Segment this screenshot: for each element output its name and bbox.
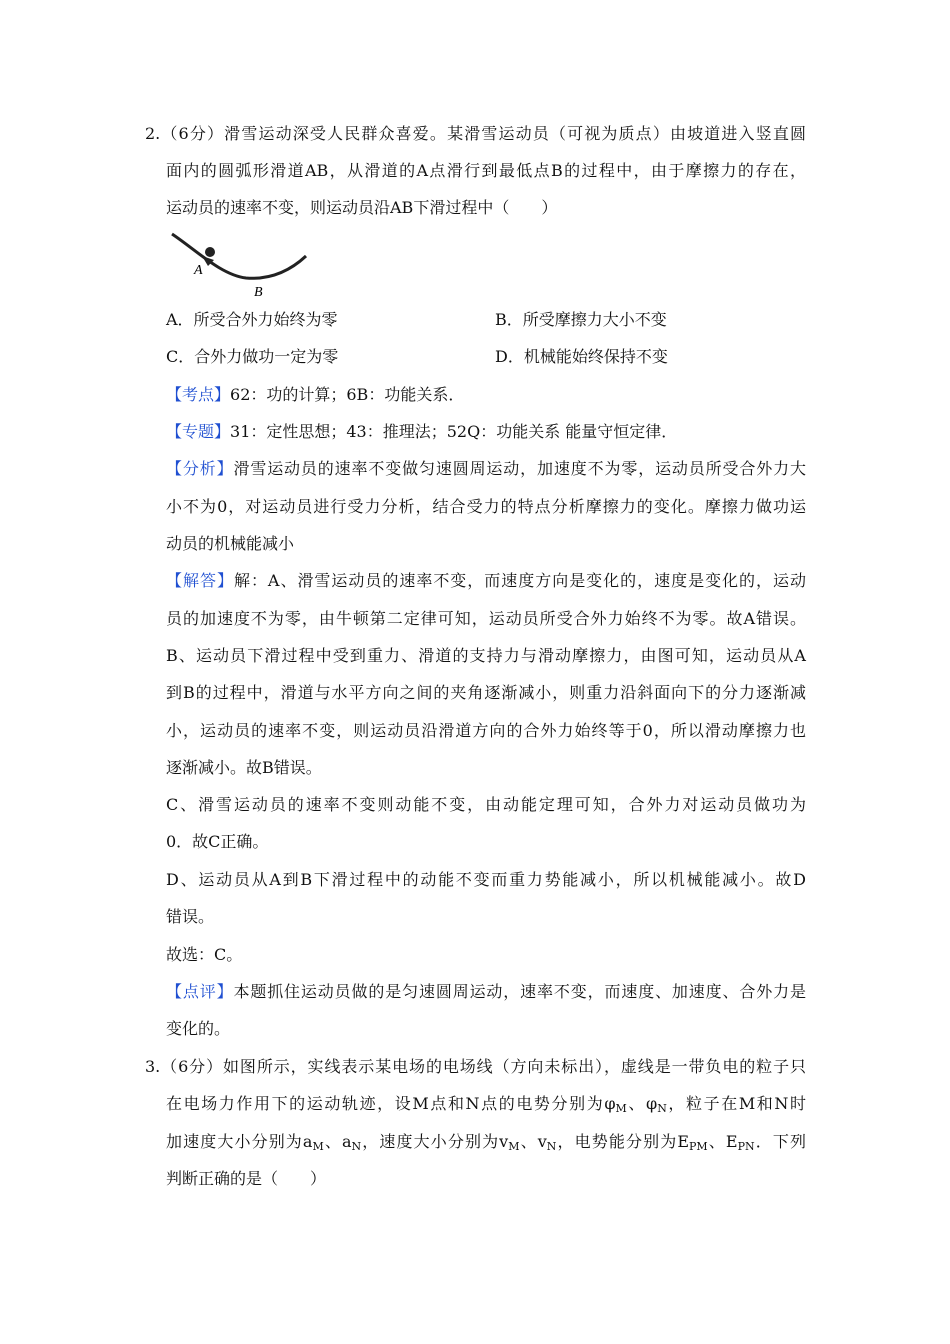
option-d: D．机械能始终保持不变 — [495, 347, 668, 366]
text-span: 解：A、滑雪运动员的速率不变，而速度方向是变化的，速度是变化的，运动 — [233, 571, 806, 590]
text-span: 、E — [707, 1132, 738, 1151]
text-span: 3.（6分）如图所示，实线表示某电场的电场线（方向未标出），虚线是一带负电的粒子只 — [145, 1057, 806, 1076]
text-span: 到B的过程中，滑道与水平方向之间的夹角逐渐减小，则重力沿斜面向下的分力逐渐减 — [166, 683, 806, 702]
option-b: B．所受摩擦力大小不变 — [495, 310, 667, 329]
section-tag: 【点评】 — [166, 982, 234, 1001]
text-span: ，速度大小分别为v — [361, 1132, 509, 1151]
subscript: N — [657, 1102, 667, 1115]
text-span: 故选：C。 — [166, 945, 243, 964]
text-line — [166, 980, 806, 1004]
text-span: 变化的。 — [166, 1019, 231, 1038]
text-span: 动员的机械能减小 — [166, 534, 295, 553]
section-tag: 【解答】 — [166, 571, 234, 590]
text-line — [166, 681, 806, 705]
option-a: A．所受合外力始终为零 — [166, 310, 338, 329]
text-span: 滑雪运动员的速率不变做匀速圆周运动，加速度不为零，运动员所受合外力大 — [233, 459, 806, 478]
text-line — [145, 1055, 806, 1079]
subscript: PN — [737, 1140, 755, 1153]
text-line — [166, 159, 806, 183]
text-span: 0．故C正确。 — [166, 832, 269, 851]
label-a: A — [194, 263, 203, 278]
text-span: ，粒子在M和N时 — [666, 1094, 806, 1113]
text-span: 本题抓住运动员做的是匀速圆周运动，速率不变，而速度、加速度、合外力是 — [233, 982, 806, 1001]
text-span: 小，运动员的速率不变，则运动员沿滑道方向的合外力始终等于0，所以滑动摩擦力也 — [166, 721, 806, 740]
text-line — [166, 532, 806, 556]
text-line — [166, 383, 806, 407]
text-line — [166, 1130, 806, 1154]
ski-slope-figure — [166, 230, 316, 302]
text-line — [166, 1167, 806, 1191]
text-span: 判断正确的是（ ） — [166, 1169, 327, 1188]
subscript: PM — [689, 1140, 708, 1153]
text-span: 在电场力作用下的运动轨迹，设M点和N点的电势分别为φ — [166, 1094, 616, 1113]
text-span: 31：定性思想；43：推理法；52Q：功能关系 能量守恒定律． — [230, 422, 678, 441]
text-span: 逐渐减小。故B错误。 — [166, 758, 322, 777]
text-line — [166, 943, 806, 967]
text-span: 小不为0，对运动员进行受力分析，结合受力的特点分析摩擦力的变化。摩擦力做功运 — [166, 497, 806, 516]
subscript: M — [615, 1102, 627, 1115]
text-span: 、v — [519, 1132, 547, 1151]
text-span: ，电势能分别为E — [556, 1132, 690, 1151]
text-line — [166, 1017, 806, 1041]
section-tag: 【分析】 — [166, 459, 234, 478]
text-line — [166, 196, 806, 220]
subscript: M — [312, 1140, 324, 1153]
section-tag: 【考点】 — [166, 385, 231, 404]
subscript: N — [546, 1140, 557, 1153]
text-line — [166, 644, 806, 668]
text-line — [166, 756, 806, 780]
text-span: D、运动员从A到B下滑过程中的动能不变而重力势能减小，所以机械能减小。故D — [166, 870, 806, 889]
arc-track — [172, 234, 306, 278]
text-line — [166, 1092, 806, 1116]
subscript: M — [508, 1140, 520, 1153]
label-b: B — [254, 285, 263, 300]
text-line — [145, 122, 806, 146]
text-span: 运动员的速率不变，则运动员沿AB下滑过程中（ ） — [166, 198, 558, 217]
text-line — [166, 719, 806, 743]
text-span: ．下列 — [754, 1132, 806, 1151]
text-line — [166, 457, 806, 481]
text-line — [166, 830, 806, 854]
text-span: 加速度大小分别为a — [166, 1132, 313, 1151]
text-line — [166, 905, 806, 929]
text-span: 62：功的计算；6B：功能关系． — [230, 385, 465, 404]
text-span: B、运动员下滑过程中受到重力、滑道的支持力与滑动摩擦力，由图可知，运动员从A — [166, 646, 806, 665]
text-span: 错误。 — [166, 907, 215, 926]
subscript: N — [351, 1140, 362, 1153]
option-c: C．合外力做功一定为零 — [166, 347, 339, 366]
text-line — [166, 569, 806, 593]
section-tag: 【专题】 — [166, 422, 231, 441]
text-line — [166, 793, 806, 817]
text-line — [166, 420, 806, 444]
text-line — [166, 868, 806, 892]
text-line — [166, 495, 806, 519]
text-span: 、a — [323, 1132, 352, 1151]
text-span: 、φ — [626, 1094, 658, 1113]
text-span: 2.（6分）滑雪运动深受人民群众喜爱。某滑雪运动员（可视为质点）由坡道进入竖直圆 — [145, 124, 806, 143]
text-span: 面内的圆弧形滑道AB，从滑道的A点滑行到最低点B的过程中，由于摩擦力的存在， — [166, 161, 806, 180]
text-span: C、滑雪运动员的速率不变则动能不变，由动能定理可知，合外力对运动员做功为 — [166, 795, 806, 814]
text-span: 员的加速度不为零，由牛顿第二定律可知，运动员所受合外力始终不为零。故A错误。 — [166, 609, 806, 628]
text-line — [166, 607, 806, 631]
